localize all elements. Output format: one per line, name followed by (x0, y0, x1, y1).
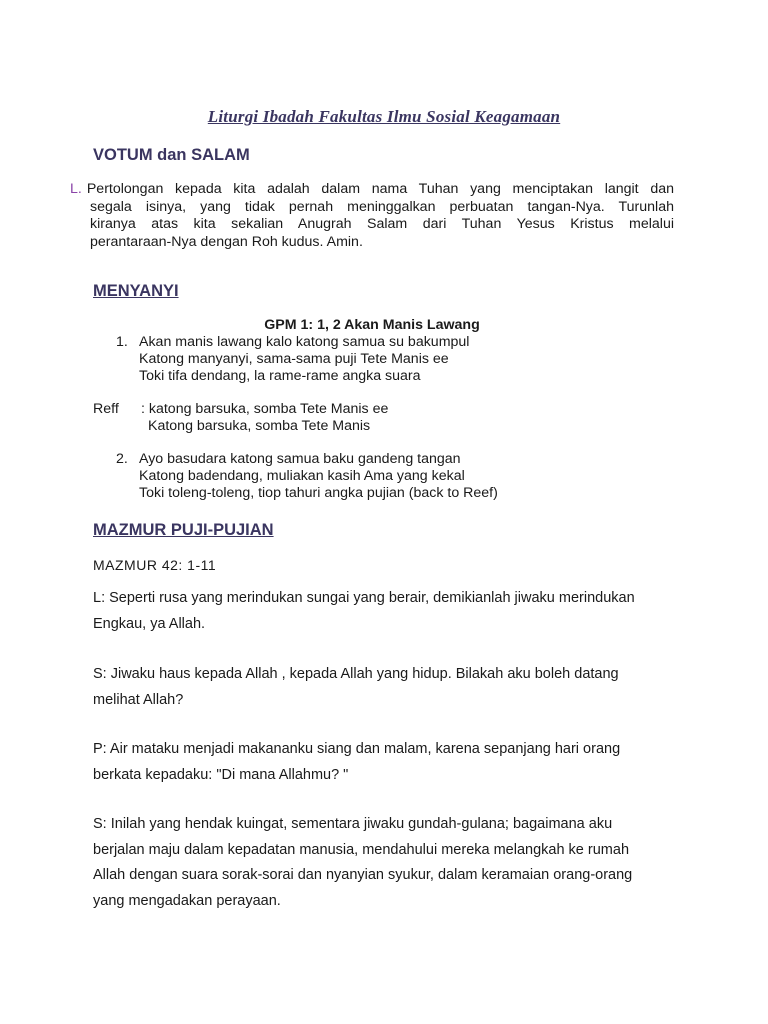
votum-line: kiranya atas kita sekalian Anugrah Salam dari Tuhan Yesus Kristus melalui (90, 216, 674, 232)
document-title: Liturgi Ibadah Fakultas Ilmu Sosial Keagamaan (207, 107, 561, 126)
psalm-line: S: Inilah yang hendak kuingat, sementara jiwaku gundah-gulana; bagaimana aku (93, 816, 613, 832)
psalm-line: S: Jiwaku haus kepada Allah , kepada Allah yang hidup. Bilakah aku boleh datang (93, 666, 619, 682)
verse-line: Toki toleng-toleng, tiop tahuri angka pujian (back to Reef) (139, 485, 498, 501)
psalm-line: yang mengadakan perayaan. (93, 892, 281, 909)
verse-line: Katong manyanyi, sama-sama puji Tete Manis ee (139, 351, 449, 367)
mazmur-heading: MAZMUR PUJI-PUJIAN (93, 521, 274, 539)
verse-2 (116, 451, 498, 502)
votum-paragraph (70, 181, 674, 251)
votum-heading: VOTUM dan SALAM (93, 146, 250, 164)
psalm-line: P: Air mataku menjadi makananku siang dan malam, karena sepanjang hari orang (93, 741, 621, 757)
votum-line: segala isinya, yang tidak pernah meninggalkan perbuatan tangan-Nya. Turunlah (90, 198, 674, 215)
hymn-title: GPM 1: 1, 2 Akan Manis Lawang (264, 317, 480, 333)
psalm-line: berkata kepadaku: "Di mana Allahmu? " (93, 766, 349, 783)
psalm-line: Allah dengan suara sorak-sorai dan nyanyian syukur, dalam keramaian orang-orang (93, 867, 633, 883)
verse-line: Ayo basudara katong samua baku gandeng tangan (139, 451, 461, 467)
psalm-passage (93, 737, 683, 788)
verse-line: Toki tifa dendang, la rame-rame angka suara (139, 368, 421, 384)
verse-number: 1. (116, 334, 128, 350)
reff-line: : katong barsuka, somba Tete Manis ee (141, 401, 389, 417)
reff-label: Reff (93, 401, 119, 417)
psalm-line: melihat Allah? (93, 691, 184, 708)
psalm-reference: MAZMUR 42: 1-11 (93, 557, 217, 573)
psalm-passage (93, 586, 683, 637)
psalm-line: Engkau, ya Allah. (93, 615, 206, 632)
votum-line: Pertolongan kepada kita adalah dalam nama Tuhan yang menciptakan langit dan (86, 181, 674, 197)
psalm-line: L: Seperti rusa yang merindukan sungai yang berair, demikianlah jiwaku merindukan (93, 590, 635, 606)
verse-1 (116, 334, 469, 385)
reff-text (141, 401, 388, 435)
votum-line: perantaraan-Nya dengan Roh kudus. Amin. (90, 233, 363, 250)
verse-line: Katong badendang, muliakan kasih Ama yang kekal (139, 468, 465, 484)
leader-marker: L. (70, 181, 82, 197)
menyanyi-heading: MENYANYI (93, 282, 179, 300)
psalm-passage (93, 662, 683, 713)
reff-line: Katong barsuka, somba Tete Manis (148, 418, 371, 434)
verse-line: Akan manis lawang kalo katong samua su bakumpul (139, 334, 470, 350)
psalm-line: berjalan maju dalam kepadatan manusia, mendahului mereka melangkah ke rumah (93, 841, 630, 858)
psalm-passage (93, 812, 683, 914)
verse-number: 2. (116, 451, 128, 467)
